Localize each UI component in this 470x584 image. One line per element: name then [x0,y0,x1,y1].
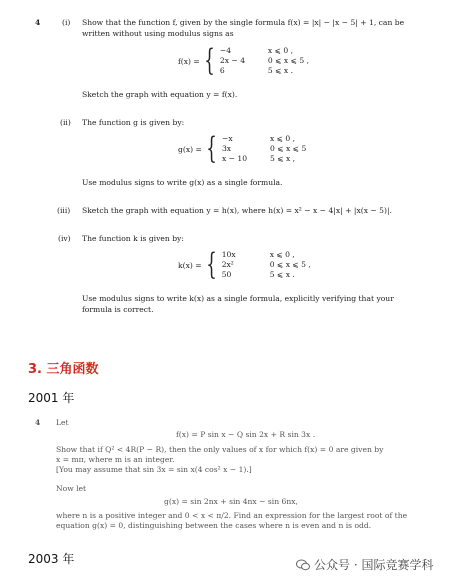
case-cond: 5 ⩽ x . [267,66,294,75]
formula-g: g(x) = sin 2nx + sin 4nx − sin 6nx, [164,497,298,506]
question-number: 4 [35,18,41,27]
case-cond: 5 ⩽ x . [269,270,295,279]
part-iv-line1: The function k is given by: [82,234,184,243]
lhs-f: f(x) = [178,56,200,66]
formula-f: f(x) = P sin x − Q sin 2x + R sin 3x . [176,430,316,439]
text-2001-line2: x = mπ, where m is an integer. [56,455,175,464]
section-heading: 3. 三角函数 [28,362,99,377]
left-brace: { [206,131,217,166]
cases-k [222,250,324,280]
part-ii-line1: The function g is given by: [82,118,185,127]
part-i-line1: Show that the function f, given by the single formula f(x) = |x| − |x − 5| + 1, can be [82,18,405,27]
cases-g [222,134,324,164]
piecewise-f [178,43,322,78]
case-expr: 10x [221,250,236,259]
left-brace: { [204,43,215,78]
part-label-i: (i) [62,18,71,27]
part-label-ii: (ii) [60,118,71,127]
wechat-icon [296,559,310,571]
case-expr: 2x² [221,260,234,269]
case-cond: 0 ⩽ x ⩽ 5 [269,144,307,153]
part-ii-after: Use modulus signs to write g(x) as a single formula. [82,178,283,187]
part-label-iii: (iii) [57,206,71,215]
case-expr: −4 [219,46,232,55]
lhs-k: k(x) = [178,260,202,270]
part-iv-after1: Use modulus signs to write k(x) as a single formula, explicitly verifying that your [82,294,394,303]
case-cond: x ⩽ 0 , [269,134,296,143]
let-label: Let [56,418,69,427]
case-cond: 5 ⩽ x , [269,154,296,163]
year-heading-2003: 2003 年 [28,552,75,566]
piecewise-g [178,131,324,166]
left-brace: { [205,247,217,282]
piecewise-k [178,247,324,282]
text-2001-line4: where n is a positive integer and 0 < x < π/2. Find an expression for the largest root of the [56,511,408,520]
text-2001-line3: [You may assume that sin 3x = sin x(4 cos² x − 1).] [56,465,252,474]
lhs-g: g(x) = [178,144,202,154]
text-2001-line5: equation g(x) = 0, distinguishing between the cases where n is even and n is odd. [56,521,372,530]
part-label-iv: (iv) [58,234,71,243]
part-iii-line1: Sketch the graph with equation y = h(x), where h(x) = x² − x − 4|x| + |x(x − 5)|. [82,206,392,215]
case-expr: 6 [219,66,225,75]
watermark-text: 公众号 · 国际竞赛学科 [314,558,434,572]
case-cond: x ⩽ 0 , [267,46,294,55]
question-number-2001: 4 [35,418,41,427]
case-cond: x ⩽ 0 , [269,250,295,259]
cases-f [220,46,322,76]
watermark [296,556,433,573]
case-cond: 0 ⩽ x ⩽ 5 , [267,56,310,65]
case-expr: 3x [221,144,232,153]
case-expr: 2x − 4 [219,56,246,65]
case-expr: 50 [221,270,232,279]
case-expr: x − 10 [221,154,248,163]
case-cond: 0 ⩽ x ⩽ 5 , [269,260,311,269]
now-let-label: Now let [56,484,87,493]
year-heading-2001: 2001 年 [28,391,75,405]
case-expr: −x [221,134,233,143]
part-i-line2: written without using modulus signs as [82,29,234,38]
part-i-after: Sketch the graph with equation y = f(x). [82,90,238,99]
text-2001-line1: Show that if Q² < 4R(P − R), then the only values of x for which f(x) = 0 are given by [56,445,384,454]
part-iv-after2: formula is correct. [82,305,154,314]
